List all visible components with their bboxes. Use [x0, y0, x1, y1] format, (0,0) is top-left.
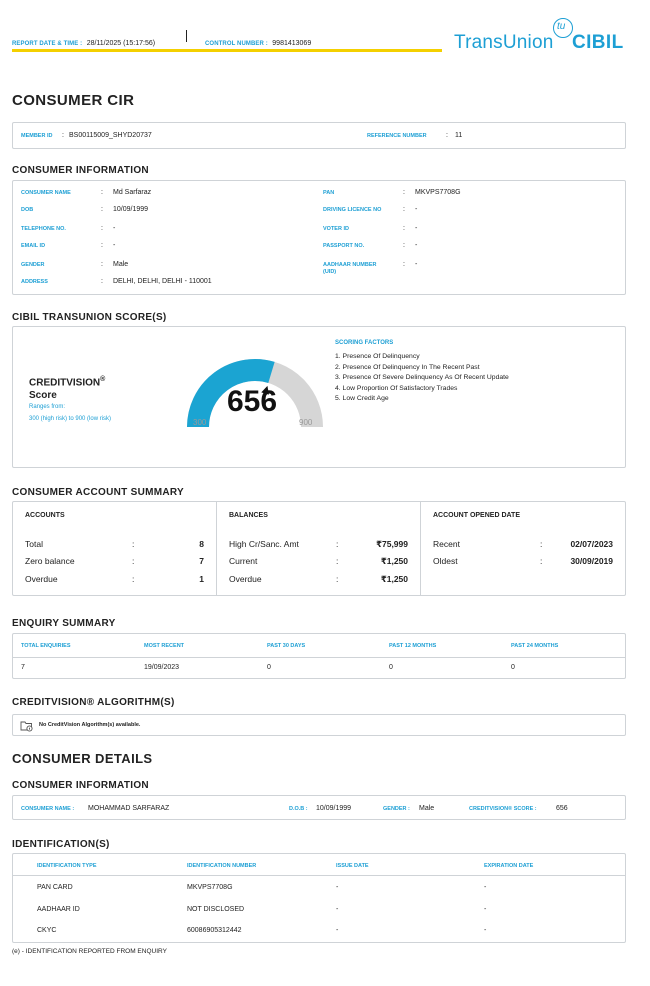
enquiry-header: MOST RECENT	[144, 643, 185, 649]
identification-header: IDENTIFICATION TYPE	[37, 863, 97, 869]
score-section-title: CIBIL TRANSUNION SCORE(S)	[12, 312, 167, 323]
identification-cell: -	[484, 906, 487, 913]
colon: :	[540, 539, 543, 549]
identification-title: IDENTIFICATION(S)	[12, 839, 110, 850]
colon: :	[62, 132, 64, 139]
balances-header: BALANCES	[229, 512, 268, 519]
algorithm-box	[12, 714, 626, 736]
opened-header: ACCOUNT OPENED DATE	[433, 512, 520, 519]
identification-footnote: (e) - IDENTIFICATION REPORTED FROM ENQUIRY	[12, 948, 167, 955]
identification-box	[12, 853, 626, 943]
algorithm-message: No CreditVision Algorithm(s) available.	[39, 722, 141, 728]
summary-value: 30/09/2019	[570, 556, 613, 566]
ranges-label: Ranges from:	[29, 404, 66, 410]
colon: :	[403, 225, 405, 232]
identification-cell: 60086905312442	[187, 927, 242, 934]
ci-label: PASSPORT NO.	[323, 243, 365, 249]
folder-info-icon	[20, 720, 33, 732]
enquiry-header: TOTAL ENQUIRIES	[21, 643, 71, 649]
summary-value: 8	[199, 539, 204, 549]
control-number	[205, 32, 311, 50]
colon: :	[132, 574, 135, 584]
identification-cell: -	[336, 884, 339, 891]
consumer-info-box	[12, 180, 626, 295]
ci-label: PAN	[323, 190, 335, 196]
score-min-label: 300	[193, 418, 207, 427]
ci-label: TELEPHONE NO.	[21, 226, 66, 232]
summary-label: Oldest	[433, 556, 458, 566]
identification-cell: -	[484, 927, 487, 934]
summary-value: ₹1,250	[380, 574, 408, 584]
ci-value: -	[415, 225, 418, 232]
colon: :	[336, 556, 339, 566]
ci-value: -	[113, 242, 116, 249]
cd-dob-label: D.O.B :	[289, 806, 308, 812]
scoring-factor: 5. Low Credit Age	[335, 395, 389, 402]
identification-cell: NOT DISCLOSED	[187, 906, 245, 913]
summary-label: Overdue	[25, 574, 58, 584]
reference-number-value: 11	[455, 132, 463, 139]
ci-value: Md Sarfaraz	[113, 189, 152, 196]
colon: :	[132, 539, 135, 549]
colon: :	[101, 225, 103, 232]
cd-gender-label: GENDER :	[383, 806, 410, 812]
ci-value: Male	[113, 261, 129, 268]
enquiry-value: 0	[267, 664, 271, 671]
product-subtitle: Score	[29, 390, 57, 401]
creditvision-title	[29, 376, 105, 388]
colon: :	[132, 556, 135, 566]
report-date-label: REPORT DATE & TIME :	[12, 41, 83, 47]
scoring-factor: 3. Presence Of Severe Delinquency As Of Recent Update	[335, 374, 509, 381]
enquiry-header: PAST 30 DAYS	[267, 643, 306, 649]
identification-cell: AADHAAR ID	[37, 906, 80, 913]
logo-text-cibil: CIBIL	[572, 32, 624, 53]
colon: :	[403, 242, 405, 249]
ci-value: 10/09/1999	[113, 206, 149, 213]
identification-cell: -	[336, 927, 339, 934]
reference-number-label: REFERENCE NUMBER	[367, 133, 427, 139]
control-number-label: CONTROL NUMBER :	[205, 41, 268, 47]
summary-label: Current	[229, 556, 258, 566]
enquiry-summary-title: ENQUIRY SUMMARY	[12, 618, 116, 629]
page-title: CONSUMER CIR	[12, 92, 135, 109]
ci-label: GENDER	[21, 262, 45, 268]
consumer-info-title: CONSUMER INFORMATION	[12, 165, 149, 176]
identification-cell: CKYC	[37, 927, 57, 934]
member-id-value: BS00115009_SHYD20737	[69, 132, 152, 139]
summary-label: Recent	[433, 539, 460, 549]
scoring-factors-title: SCORING FACTORS	[335, 340, 394, 346]
summary-value: 02/07/2023	[570, 539, 613, 549]
scoring-factor: 4. Low Proportion Of Satisfactory Trades	[335, 384, 458, 392]
enquiry-value: 0	[389, 664, 393, 671]
summary-label: Overdue	[229, 574, 262, 584]
header-accent-bar	[12, 49, 442, 52]
member-id-label: MEMBER ID	[21, 133, 53, 139]
ci-label: CONSUMER NAME	[21, 190, 71, 196]
colon: :	[540, 556, 543, 566]
ci-label: AADHAAR NUMBER (UID)	[323, 262, 377, 275]
identification-header: EXPIRATION DATE	[484, 863, 534, 869]
colon: :	[403, 189, 405, 196]
registered-mark: ®	[100, 376, 106, 383]
colon: :	[101, 261, 103, 268]
score-max-label: 900	[299, 418, 313, 427]
scoring-factor: 1. Presence Of Delinquency	[335, 353, 420, 360]
enquiry-value: 7	[21, 664, 25, 671]
ci-label: DRIVING LICENCE NO	[323, 207, 382, 213]
colon: :	[403, 261, 405, 268]
cd-name-value: MOHAMMAD SARFARAZ	[88, 805, 170, 812]
ci-value: -	[415, 242, 418, 249]
enquiry-value: 19/09/2023	[144, 664, 180, 671]
summary-value: ₹1,250	[380, 556, 408, 566]
cd-score-label: CREDITVISION® SCORE :	[469, 806, 537, 812]
summary-value: 7	[199, 556, 204, 566]
ranges-value: 300 (high risk) to 900 (low risk)	[29, 416, 112, 422]
enquiry-value: 0	[511, 664, 515, 671]
identification-header: IDENTIFICATION NUMBER	[187, 863, 257, 869]
colon: :	[101, 206, 103, 213]
consumer-details-box	[12, 795, 626, 820]
enquiry-header: PAST 12 MONTHS	[389, 643, 437, 649]
scoring-factor: 2. Presence Of Delinquency In The Recent Past	[335, 363, 480, 371]
cd-dob-value: 10/09/1999	[316, 805, 352, 812]
cd-score-value: 656	[556, 805, 568, 812]
identification-cell: PAN CARD	[37, 884, 73, 891]
account-summary-box	[12, 501, 626, 596]
colon: :	[101, 242, 103, 249]
colon: :	[101, 278, 103, 285]
logo-text-transunion: TransUnion	[454, 32, 554, 53]
identification-cell: -	[484, 884, 487, 891]
summary-label: Zero balance	[25, 556, 75, 566]
summary-value: ₹75,999	[376, 539, 408, 549]
cd-gender-value: Male	[419, 805, 435, 812]
enquiry-summary-box	[12, 633, 626, 679]
ci-value: MKVPS7708G	[415, 189, 461, 196]
score-value: 656	[226, 385, 278, 418]
header-divider	[186, 30, 187, 42]
control-number-value: 9981413069	[272, 40, 312, 47]
report-date-value: 28/11/2025 (15:17:56)	[86, 40, 156, 47]
colon: :	[403, 206, 405, 213]
colon: :	[446, 132, 448, 139]
transunion-cibil-logo	[454, 18, 630, 54]
summary-label: High Cr/Sanc. Amt	[229, 539, 299, 549]
identification-cell: -	[336, 906, 339, 913]
summary-label: Total	[25, 539, 43, 549]
algorithm-title: CREDITVISION® ALGORITHM(S)	[12, 697, 175, 708]
logo-badge-text: tu	[557, 21, 566, 32]
colon: :	[336, 539, 339, 549]
consumer-details-title: CONSUMER DETAILS	[12, 751, 153, 766]
identification-header-divider	[13, 875, 625, 876]
summary-value: 1	[199, 574, 204, 584]
consumer-details-subtitle: CONSUMER INFORMATION	[12, 780, 149, 791]
enquiry-header: PAST 24 MONTHS	[511, 643, 559, 649]
product-name: CREDITVISION	[29, 377, 101, 389]
ci-value: -	[113, 225, 116, 232]
identification-header: ISSUE DATE	[336, 863, 369, 869]
ci-value: -	[415, 261, 418, 268]
ci-label: VOTER ID	[323, 226, 349, 232]
ci-label: ADDRESS	[21, 279, 48, 285]
ci-label: EMAIL ID	[21, 243, 46, 249]
score-box	[12, 326, 626, 468]
identification-cell: MKVPS7708G	[187, 884, 233, 891]
opened-column	[421, 502, 625, 595]
accounts-column	[13, 502, 217, 595]
balances-column	[217, 502, 421, 595]
enquiry-header-divider	[13, 657, 625, 658]
member-box	[12, 122, 626, 149]
ci-value: DELHI, DELHI, DELHI - 110001	[113, 278, 212, 285]
ci-label: DOB	[21, 207, 34, 213]
colon: :	[336, 574, 339, 584]
accounts-header: ACCOUNTS	[25, 512, 65, 519]
cd-name-label: CONSUMER NAME :	[21, 806, 75, 812]
account-summary-title: CONSUMER ACCOUNT SUMMARY	[12, 487, 185, 498]
ci-value: -	[415, 206, 418, 213]
colon: :	[101, 189, 103, 196]
